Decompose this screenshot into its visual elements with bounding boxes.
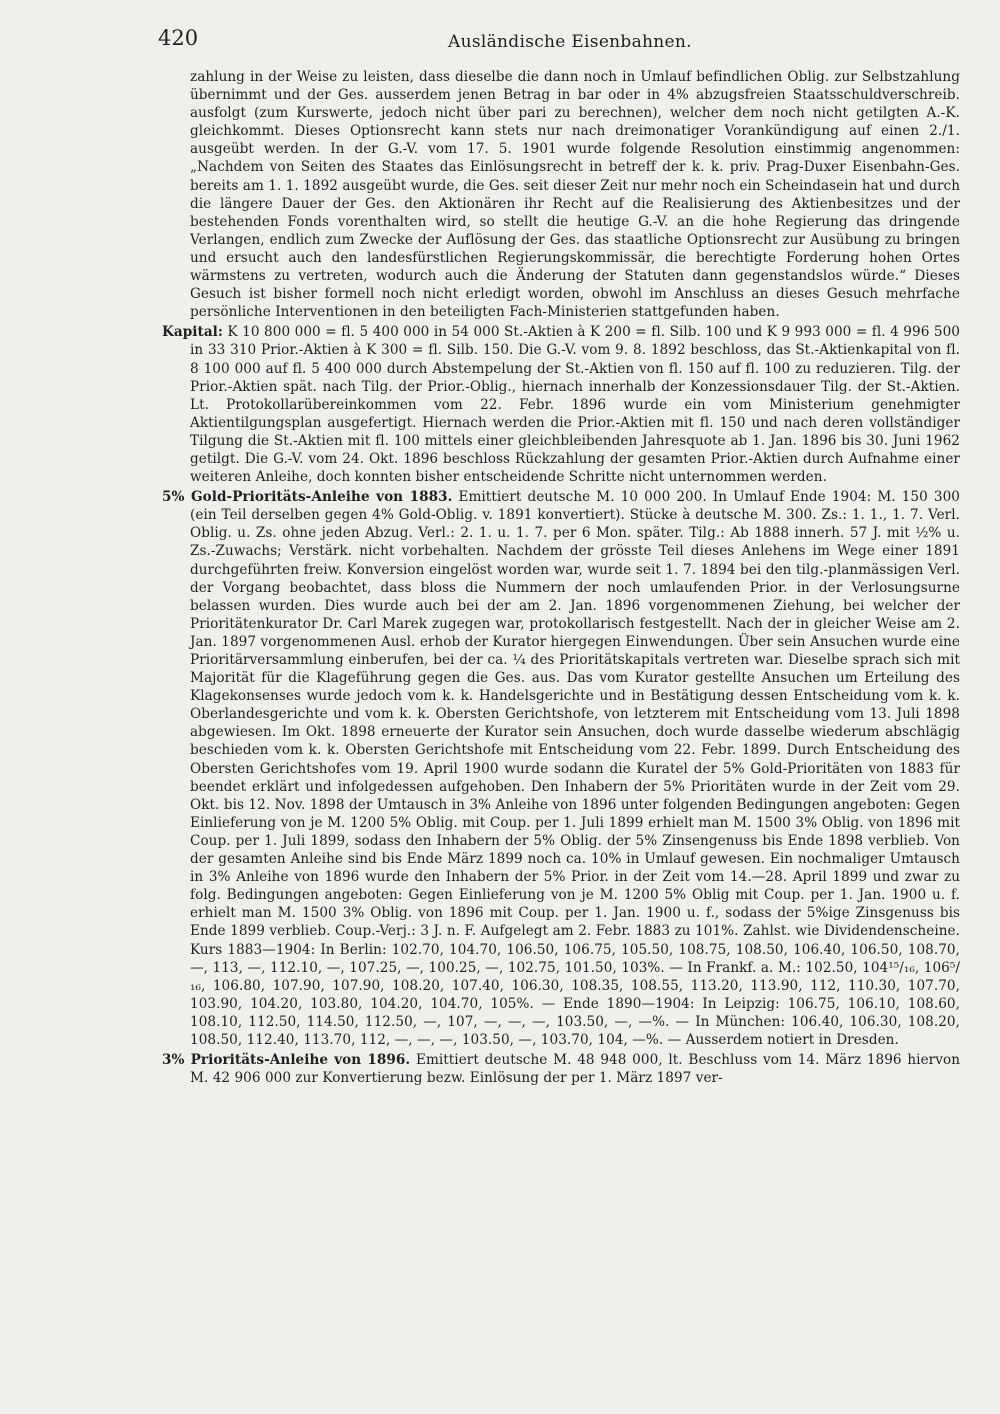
paragraph-text: Emittiert deutsche M. 10 000 200. In Umlauf Ende 1904: M. 150 300 (ein Teil derselben gegen 4% Gold-Oblig. v. 1891 konvertiert). Stücke à deutsche M. 300. Zs.: 1. 1., 1. 7. Verl. Oblig. u. Zs. ohne jeden Abzug. Verl.: 2. 1. u. 1. 7. per 6 Mon. später. Tilg.: Ab 1888 innerh. 57 J. mit ½% u. Zs.-Zuwachs; Verstärk. nicht vorbehalten. Nachdem der grösste Teil dieses Anlehens im Wege einer 1891 durchgeführten freiw. Konversion eingelöst worden war, wurde seit 1. 7. 1894 bei den tilg.-planmässigen Verl. der Vorgang beobachtet, dass bloss die Nummern der noch umlaufenden Prior. in der Verlosungsurne belassen wurden. Dies wurde auch bei der am 2. Jan. 1896 vorgenommenen Ziehung, bei welcher der Prioritätenkurator Dr. Carl Marek zugegen war, protokollarisch festgestellt. Nach der in gleicher Weise am 2. Jan. 1897 vorgenommenen Ausl. erhob der Kurator hiergegen Einwendungen. Über sein Ansuchen wurde eine Prioritärversammlung einberufen, bei der ca. ¼ des Prioritätskapitals vertreten war. Dieselbe sprach sich mit Majorität für die Klageführung gegen die Ges. aus. Das vom Kurator gestellte Ansuchen um Erteilung des Klagekonsenses wurde jedoch vom k. k. Handelsgerichte und in Bestätigung dessen Entscheidung vom k. k. Oberlandesgerichte und vom k. k. Obersten Gerichtshofe, von letzterem mit Entscheidung vom 13. Juli 1898 abgewiesen. Im Okt. 1898 erneuerte der Kurator sein Ansuchen, doch wurde dasselbe wiederum abschlägig beschieden vom k. k. Obersten Gerichtshofe mit Entscheidung vom 22. Febr. 1899. Durch Entscheidung des Obersten Gerichtshofes vom 19. April 1900 wurde sodann die Kuratel der 5% Gold-Prioritäten von 1883 für beendet erklärt und infolgedessen aufgehoben. Den Inhabern der 5% Prioritäten wurde in der Zeit vom 29. Okt. bis 12. Nov. 1898 der Umtausch in 3% Anleihe von 1896 unter folgenden Bedingungen angeboten: Gegen Einlieferung von je M. 1200 5% Oblig. mit Coup. per 1. Juli 1899 erhielt man M. 1500 3% Oblig. von 1896 mit Coup. per 1. Juli 1899, sodass den Inhabern der 5% Oblig. der 5% Zinsengenuss bis Ende 1898 verblieb. Von der gesamten Anleihe sind bis Ende März 1899 noch ca. 10% in Umlauf gewesen. Ein nochmaliger Umtausch in 3% Anleihe von 1896 wurde den Inhabern der 5% Prior. in der Zeit vom 14.—28. April 1899 und zwar zu folg. Bedingungen angeboten: Gegen Einlieferung von je M. 1200 5% Oblig mit Coup. per 1. Jan. 1900 u. f. erhielt man M. 1500 3% Oblig. von 1896 mit Coup. per 1. Jan. 1900 u. f., sodass der 5%ige Zinsgenuss bis Ende 1899 verblieb. Coup.-Verj.: 3 J. n. F. Aufgelegt am 2. Febr. 1883 zu 101%. Zahlst. wie Dividendenscheine. Kurs 1883—1904: In Berlin: 102.70, 104.70, 106.50, 106.75, 105.50, 108.75, 108.50, 106.40, 106.50, 108.70, —, 113, —, 112.10, —, 107.25, —, 100.25, —, 102.75, 101.50, 103%. — In Frankf. a. M.: 102.50, 104¹⁵/₁₆, 106⁵/₁₆, 106.80, 107.90, 107.90, 108.20, 107.40, 106.30, 108.35, 108.55, 113.20, 113.90, 112, 110.30, 107.70, 103.90, 104.20, 103.80, 104.20, 104.70, 105%. — Ende 1890—1904: In Leipzig: 106.75, 106.10, 108.60, 108.10, 112.50, 114.50, 112.50, —, 107, —, —, —, 103.50, —, —%. — In München: 106.40, 106.30, 108.20, 108.50, 112.40, 113.70, 112, —, —, —, 103.50, —, 103.70, 104, —%. — Ausserdem notiert in Dresden. xyxy=(190,489,960,1048)
paragraph-kapital xyxy=(160,323,960,486)
page-header xyxy=(158,26,940,56)
page-number: 420 xyxy=(158,26,199,50)
paragraph-continuation xyxy=(160,68,960,321)
running-title: Ausländische Eisenbahnen. xyxy=(448,32,692,52)
paragraph-gold-anleihe-1883 xyxy=(160,488,960,1049)
paragraph-text: Emittiert deutsche M. 48 948 000, lt. Beschluss vom 14. März 1896 hiervon M. 42 906 000 zur Konvertierung bezw. Einlösung der per 1. März 1897 ver- xyxy=(190,1052,960,1087)
paragraph-prioritaets-anleihe-1896 xyxy=(160,1051,960,1087)
section-label: Kapital: xyxy=(162,324,223,341)
paragraph-text: zahlung in der Weise zu leisten, dass dieselbe die dann noch in Umlauf befindlichen Oblig. zur Selbstzahlung übernimmt und der Ges. ausserdem jenen Betrag in bar oder in 4% abzugsfreien Staatsschuldverschreib. ausfolgt (zum Kurswerte, jedoch nicht über pari zu berechnen), welcher dem noch nicht getilgten A.-K. gleichkommt. Dieses Optionsrecht kann stets nur nach dreimonatiger Vorankündigung auf einen 2./1. ausgeübt werden. In der G.-V. vom 17. 5. 1901 wurde folgende Resolution einstimmig angenommen: „Nachdem von Seiten des Staates das Einlösungsrecht in betreff der k. k. priv. Prag-Duxer Eisenbahn-Ges. bereits am 1. 1. 1892 ausgeübt wurde, die Ges. seit dieser Zeit nur mehr noch ein Scheindasein hat und durch die längere Dauer der Ges. den Aktionären ihr Recht auf die Realisierung des Aktienbesitzes und der bestehenden Fonds vorenthalten wird, so stellt die heutige G.-V. an die hohe Regierung das dringende Verlangen, endlich zum Zwecke der Auflösung der Ges. das staatliche Optionsrecht zur Ausübung zu bringen und ersucht auch den landesfürstlichen Regierungskommissär, die berechtigte Forderung hohen Ortes wärmstens zu vertreten, wodurch auch die Änderung der Statuten dann gegenstandslos würde.“ Dieses Gesuch ist bisher formell noch nicht erledigt worden, obwohl im Anschluss an dieses Gesuch mehrfache persönliche Interventionen in den beteiligten Fach-Ministerien stattgefunden haben. xyxy=(190,69,960,321)
section-label: 3% Prioritäts-Anleihe von 1896. xyxy=(162,1052,411,1069)
paragraph-text: K 10 800 000 = fl. 5 400 000 in 54 000 St.-Aktien à K 200 = fl. Silb. 100 und K 9 993 000 = fl. 4 996 500 in 33 310 Prior.-Aktien à K 300 = fl. Silb. 150. Die G.-V. vom 9. 8. 1892 beschloss, das St.-Aktienkapital von fl. 8 100 000 auf fl. 5 400 000 durch Abstempelung der St.-Aktien von fl. 150 auf fl. 100 zu reduzieren. Tilg. der Prior.-Aktien spät. nach Tilg. der Prior.-Oblig., hiernach innerhalb der Konzessionsdauer Tilg. der St.-Aktien. Lt. Protokollarübereinkommen vom 22. Febr. 1896 wurde ein vom Ministerium genehmigter Aktientilgungsplan ausgefertigt. Hiernach werden die Prior.-Aktien mit fl. 150 und nach deren vollständiger Tilgung die St.-Aktien mit fl. 100 mittels einer gleichbleibenden Jahresquote ab 1. Jan. 1896 bis 30. Juni 1962 getilgt. Die G.-V. vom 24. Okt. 1896 beschloss Rückzahlung der gesamten Prior.-Aktien durch Aufnahme einer weiteren Anleihe, doch konnten bisher entscheidende Schritte nicht unternommen werden. xyxy=(190,324,960,486)
body-text xyxy=(160,68,960,1089)
section-label: 5% Gold-Prioritäts-Anleihe von 1883. xyxy=(162,489,453,506)
